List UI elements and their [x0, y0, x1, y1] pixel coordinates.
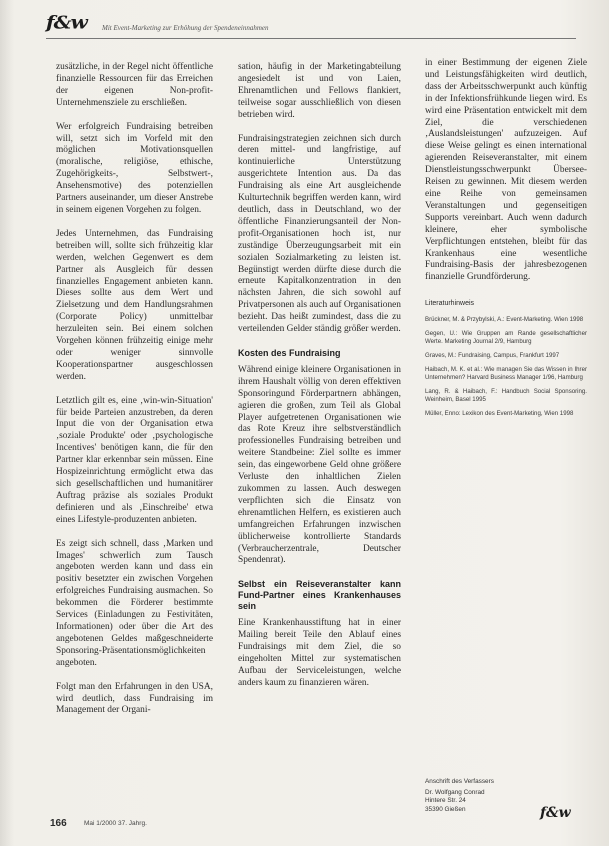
paragraph: Eine Krankenhausstiftung hat in einer Mailing bereit Teile den Ablauf eines Fundraisings mit dem Ziel, die so eingeholten Mittel zur systematischen Aufbau der Serviceleistungen, welche anders kaum zu finanzieren wären.: [238, 618, 401, 688]
paragraph: in einer Bestimmung der eigenen Ziele und Leistungsfähigkeiten wird deutlich, dass der Arbeitsschwerpunkt auch künftig in der Infektionsfrühkunde liegen wird. Es wird eine Präsentation entwickelt mit dem Ziel, die verschiedenen ‚Auslandsleistungen' aufzuzeigen. Auf diese Weise gelingt es einen international agierenden Reiseveranstalter, mit einem Dienstleistungsschwerpunkt Übersee-Reisen zu gewinnen. Mit diesem werden eine Reihe von gemeinsamen Veranstaltungen und gegenseitigen Supports vereinbart. Auch wenn dadurch kleinere, eher symbolische Verpflichtungen entstehen, bleibt für das Krankenhaus eine wesentliche Fundraising-Basis der jahresbezogenen finanzielle Grundförderung.: [425, 58, 587, 283]
author-name: Dr. Wolfgang Conrad: [425, 789, 485, 797]
section-heading: Selbst ein Reiseveranstalter kann Fund-Partner eines Krankenhauses sein: [238, 579, 401, 612]
reference-item: Graves, M.: Fundraising, Campus, Frankfurt 1997: [425, 352, 560, 360]
reference-item: Gegen, U.: Wie Gruppen am Rande gesellschaftlicher Werte. Marketing Journal 2/9, Hamburg: [425, 330, 587, 346]
paragraph: Fundraisingstrategien zeichnen sich durch deren mittel- und langfristige, auf kontinuierliche Unterstützung ausgerichtete Intention aus. Da das Fundraising als eine Art ausgleichende Kulturtechnik begriffen werden kann, wird deutlich, dass in Deutschland, wo der öffentliche Finanzierungsanteil der Non-profit-Organisationen hoch ist, nur zuständige Überzeugungsarbeit mit ein sozialen Sozialmarketing zu leisten ist. Begünstigt werden dürfte diese durch die erneute Kapitalkonzentration in den nächsten Jahren, die sich sowohl auf Privatpersonen als auch auf Organisationen bezieht. Das heißt zumindest, dass die zu verteilenden Gelder ständig größer werden.: [238, 133, 401, 335]
header-tagline: Mit Event-Marketing zur Erhöhung der Spendeneinnahmen: [102, 24, 269, 32]
magazine-logo: f&w: [46, 11, 87, 33]
author-city: 35390 Gießen: [425, 805, 466, 813]
reference-item: Lang, R. & Haibach, F.: Handbuch Social Sponsoring. Weinheim, Basel 1995: [425, 388, 587, 404]
page-header: [46, 10, 576, 36]
author-address-title: Anschrift des Verfassers: [425, 778, 494, 785]
reference-item: Müller, Enno: Lexikon des Event-Marketing, Wien 1998: [425, 410, 574, 418]
paragraph: zusätzliche, in der Regel nicht öffentliche finanzielle Ressourcen für das Erreichen der eigenen Non-profit-Unternehmensziele zu erschließen.: [56, 62, 213, 108]
paragraph: Es zeigt sich schnell, dass ‚Marken und Images' schwerlich zum Tausch angeboten werden kann und dass ein positiv besetzter ein zwischen Vorgehen erfolgreiches Fundraising ausmachen. So bekommen die Förderer bestimmte Services (Einladungen zu Festivitäten, Informationen) oder über die Art des angebotenen Geldes maßgeschneiderte Sponsoring-Präsentationsmöglichkeiten angeboten.: [56, 538, 213, 668]
paragraph: Folgt man den Erfahrungen in den USA, wird deutlich, dass Fundraising im Management der Organi-: [56, 681, 213, 716]
text-column-3: [425, 58, 587, 424]
reference-item: Brückner, M. & Przybylski, A.: Event-Marketing. Wien 1998: [425, 316, 584, 324]
header-divider: [46, 38, 576, 39]
text-column-1: [56, 62, 213, 729]
page-number: 166: [50, 818, 67, 829]
references-title: Literaturhinweis: [425, 300, 475, 308]
footer-logo: f&w: [540, 805, 571, 821]
text-column-2: [238, 62, 401, 702]
section-heading: Kosten des Fundraising: [238, 347, 341, 358]
issue-info: Mai 1/2000 37. Jahrg.: [84, 820, 147, 827]
paragraph: Letztlich gilt es, eine ‚win-win-Situation' für beide Parteien anzustreben, da deren Input die von der Organisation etwa ‚soziale Produkte' oder ‚psychologische Incentives' benötigen kann, die für den Partner klar erkennbar sein müssen. Eine Hospizeinrichtung ermöglicht etwa das sich gesellschaftlichen und humanitärer Auftrag präzise als soziales Produkt definieren und als ‚Einschreibe' etwa eines Lifestyle-produzenten anbieten.: [56, 395, 213, 525]
paragraph: Jedes Unternehmen, das Fundraising betreiben will, sollte sich frühzeitig klar werden, welchen Gegenwert es dem Partner als Ausgleich für dessen finanzielles Engagement anbieten kann. Dieses sollte aus dem Wert und Zielsetzung und dem Handlungsrahmen (Corporate Policy) unmittelbar herzuleiten sein. Bei einem solchen Vorgehen können frühzeitig einige mehr oder weniger sinnvolle Kooperationspartner ausgeschlossen werden.: [56, 228, 213, 382]
references-list: [425, 316, 587, 418]
paragraph: Während einige kleinere Organisationen in ihrem Haushalt völlig von deren effektiven Sponsoringund Förderpartnern abhängen, agieren die großen, zum Teil als Global Player aufgetretenen Organisationen wie das Rote Kreuz ihre selbstverständlich professionelles Fundraising betreiben und weitere Standbeine: Ziel sollte es immer sein, das eingeworbene Geld ohne größere Verluste den inhaltlichen Zielen zukommen zu lassen. Auch deswegen verpflichten sich die Einsatz von ehrenamtlichen Helfern, es existieren auch umfangreichen Erfahrungen inzwischen üblicherweise kontrollierte Standards (Verbraucherzentrale, Deutscher Spendenrat).: [238, 364, 401, 566]
reference-item: Haibach, M. K. et al.: Wie managen Sie das Wissen in Ihrer Unternehmen? Harvard Business Manager 1/96, Hamburg: [425, 366, 587, 382]
author-street: Hintere Str. 24: [425, 797, 466, 805]
paragraph: sation, häufig in der Marketingabteilung angesiedelt ist und von Laien, Ehrenamtlichen und Fellows flankiert, teilweise sogar ausschließlich von diesen betrieben wird.: [238, 62, 401, 120]
paragraph: Wer erfolgreich Fundraising betreiben will, setzt sich im Vorfeld mit den möglichen Motivationsquellen (moralische, religiöse, ethische, Zugehörigkeits-, Selbstwert-, Ansehensmotive) des potenziellen Partners auseinander, um dieser Anstrebe in seinem eigenen Vorgehen zu folgen.: [56, 121, 213, 215]
page-footer: [50, 818, 570, 838]
